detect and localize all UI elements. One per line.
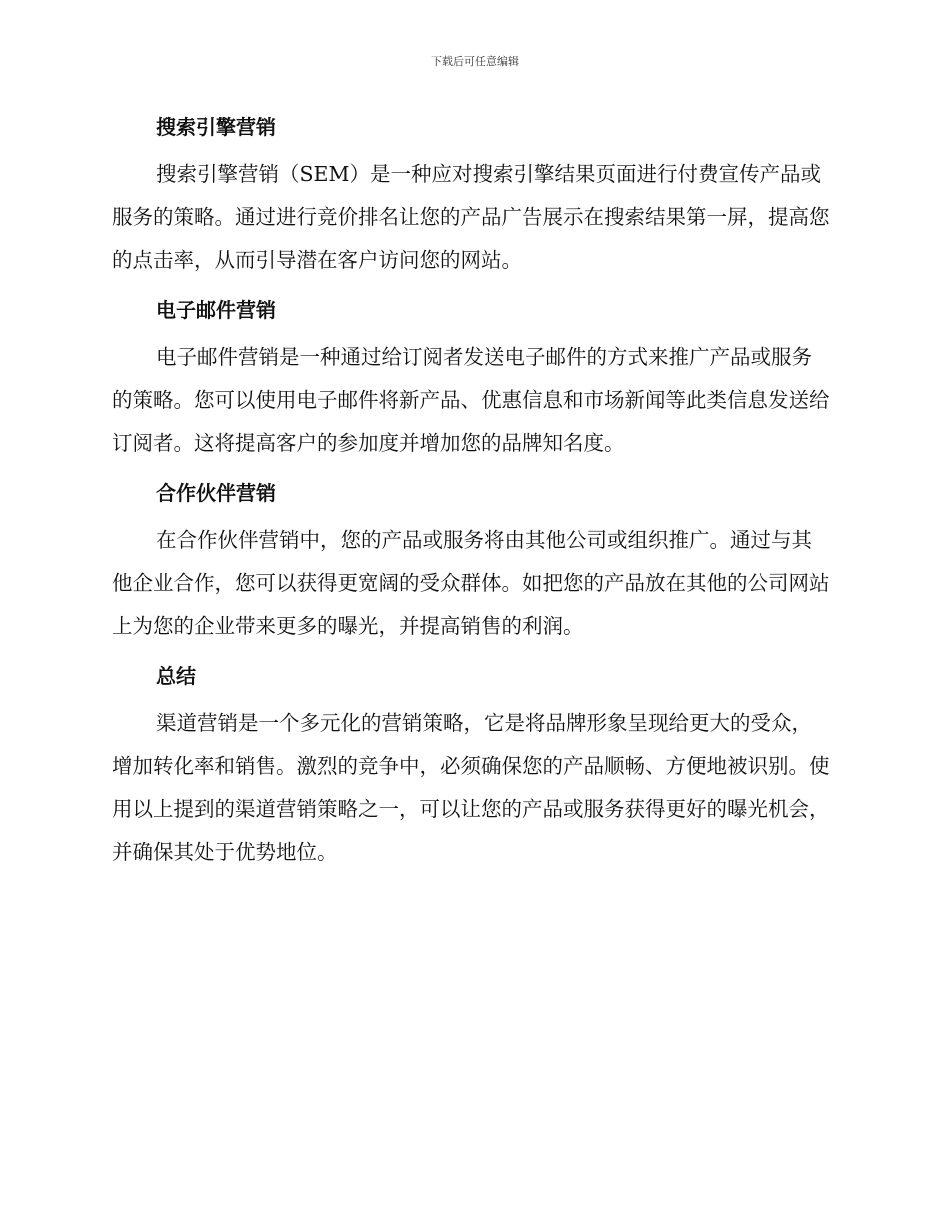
section-paragraph: 电子邮件营销是一种通过给订阅者发送电子邮件的方式来推广产品或服务的策略。您可以使用电子邮件将新产品、优惠信息和市场新闻等此类信息发送给订阅者。这将提高客户的参加度并增加您的品牌知名度。 — [112, 345, 830, 455]
section-paragraph: 在合作伙伴营销中，您的产品或服务将由其他公司或组织推广。通过与其他企业合作，您可以获得更宽阔的受众群体。如把您的产品放在其他的公司网站上为您的企业带来更多的曝光，并提高销售的利润。 — [112, 528, 830, 638]
page-header: 下载后可任意编辑 — [431, 55, 519, 68]
section-heading: 总结 — [156, 664, 196, 688]
section-email — [112, 292, 832, 465]
document-body — [112, 109, 832, 884]
section-partner — [112, 475, 832, 648]
section-paragraph: 渠道营销是一个多元化的营销策略，它是将品牌形象呈现给更大的受众，增加转化率和销售。激烈的竞争中，必须确保您的产品顺畅、方便地被识别。使用以上提到的渠道营销策略之一，可以让您的产品或服务获得更好的曝光机会，并确保其处于优势地位。 — [112, 711, 830, 864]
section-heading: 电子邮件营销 — [156, 298, 276, 322]
section-sem — [112, 109, 832, 282]
section-summary — [112, 658, 832, 874]
section-paragraph: 搜索引擎营销（SEM）是一种应对搜索引擎结果页面进行付费宣传产品或服务的策略。通过进行竞价排名让您的产品广告展示在搜索结果第一屏，提高您的点击率，从而引导潜在客户访问您的网站。 — [112, 162, 830, 272]
section-heading: 搜索引擎营销 — [156, 115, 276, 139]
section-heading: 合作伙伴营销 — [156, 481, 276, 505]
